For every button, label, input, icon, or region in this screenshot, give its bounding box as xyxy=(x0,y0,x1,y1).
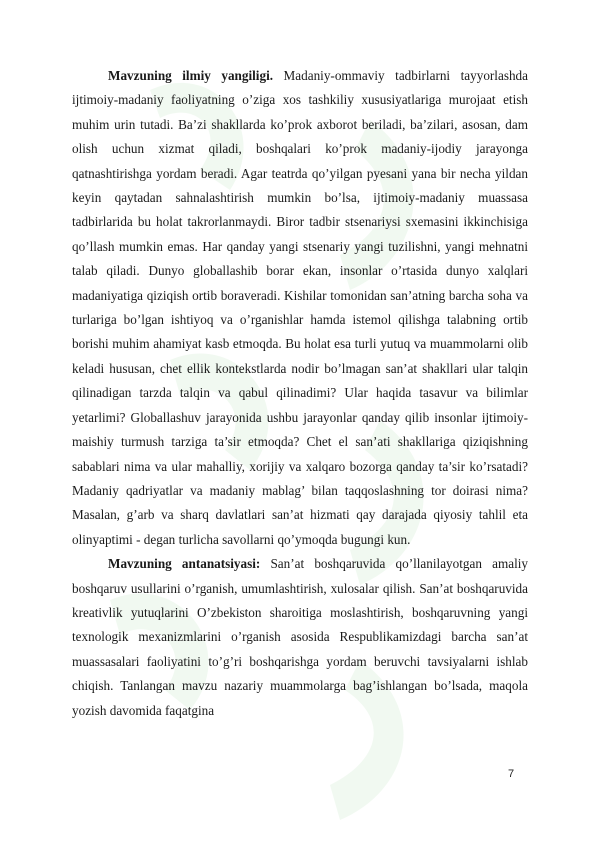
paragraph-heading: Mavzuning antanatsiyasi: xyxy=(108,556,261,572)
paragraph-annotation xyxy=(72,552,528,723)
document-body xyxy=(72,64,528,723)
paragraph-text: Madaniy-ommaviy tadbirlarni tayyorlashda ijtimoiy-madaniy faoliyatning o’ziga xos tashkiliy xususiyatlariga murojaat etish muhim urin tutadi. Ba’zi shakllarda ko’prok axborot beriladi, ba’zilari, asosan, dam olish uchun xizmat qiladi, boshqalari ko’prok madaniy-ijodiy jarayonga qatnashtirishga yordam beradi. Agar teatrda qo’yilgan pyesani yana bir necha yildan keyin qaytadan sahnalashtirish mumkin bo’lsa, ijtimoiy-madaniy muassasa tadbirlarida bu holat takrorlanmaydi. Biror tadbir stsenariysi sxemasini ikkinchisiga qo’llash mumkin emas. Har qanday yangi stsenariy yangi tuzilishni, yangi mehnatni talab qiladi. Dunyo globallashib borar ekan, insonlar o’rtasida dunyo xalqlari madaniyatiga qiziqish ortib boraveradi. Kishilar tomonidan san’atning barcha soha va turlariga bo’lgan ishtiyoq va o’rganishlar hamda istemol qilishga talabning ortib borishi muhim ahamiyat kasb etmoqda. Bu holat esa turli yutuq va muammolarni olib keladi hususan, chet ellik kontekstlarda nodir bo’lmagan san’at shakllari ular talqin qilinadigan tarzda talqin va qabul qilinadimi? Ular haqida tasavur va bilimlar yetarlimi? Globallashuv jarayonida ushbu jarayonlar qanday qilib insonlar ijtimoiy-maishiy turmush tarziga ta’sir etmoqda? Chet el san’ati shakllariga qiziqishning sabablari nima va ular mahalliy, xorijiy va xalqaro bozorga qanday ta’sir ko’rsatadi? Madaniy qadriyatlar va madaniy mablag’ bilan taqqoslashning tor doirasi nima? Masalan, g’arb va sharq davlatlari san’at hizmati qay darajada qiyosiy tahlil eta olinyaptimi - degan turlicha savollarni qo’ymoqda bugungi kun. xyxy=(72,68,528,547)
paragraph-novelty xyxy=(72,64,528,552)
paragraph-text: San’at boshqaruvida qo’llanilayotgan amaliy boshqaruv usullarini o’rganish, umumlashtirish, xulosalar qilish. San’at boshqaruvida kreativlik yutuqlarini O’zbekiston sharoitiga moslashtirish, boshqaruvning yangi texnologik mexanizmlarini o’rganish asosida Respublikamizdagi barcha san’at muassasalari faoliyatini to’g’ri boshqarishga yordam beruvchi tavsiyalarni ishlab chiqish. Tanlangan mavzu nazariy muammolarga bag’ishlangan bo’lsada, maqola yozish davomida faqatgina xyxy=(72,556,528,718)
page-number: 7 xyxy=(508,768,515,780)
paragraph-heading: Mavzuning ilmiy yangiligi. xyxy=(108,68,274,83)
